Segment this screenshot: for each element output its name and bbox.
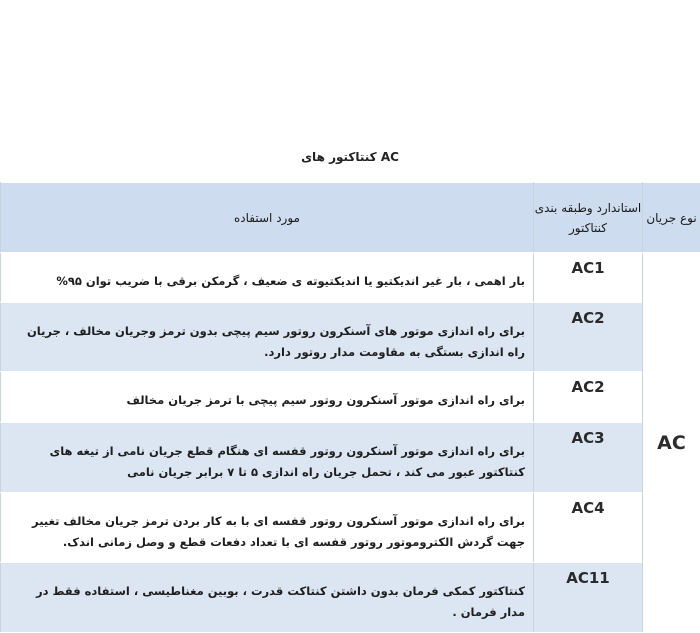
usage-text: بار اهمی ، بار غیر اندیکتیو یا اندیکتیوته ی ضعیف ، گرمکن برقی با ضریب توان ۹۵% bbox=[1, 253, 534, 303]
header-standard-class: استاندارد وطبقه بندی کنتاکتور bbox=[534, 183, 643, 253]
usage-text: برای راه اندازی موتور های آسنکرون روتور سیم پیچی بدون ترمز وجریان مخالف ، جریان راه اندازی بستگی به مقاومت مدار روتور دارد. bbox=[1, 303, 534, 372]
class-code: AC2 bbox=[534, 303, 643, 372]
table-row bbox=[1, 493, 700, 563]
class-code: AC3 bbox=[534, 423, 643, 493]
table-row bbox=[1, 563, 700, 633]
header-current-type: نوع جریان bbox=[643, 183, 700, 253]
class-code: AC1 bbox=[534, 253, 643, 303]
header-usage: مورد استفاده bbox=[1, 183, 534, 253]
table-caption: کنتاکتور های AC bbox=[0, 150, 700, 164]
usage-text: برای راه اندازی موتور آسنکرون روتور قفسه ای با به کار بردن ترمز جریان مخالف تغییر جهت گردش الکتروموتور روتور قفسه ای با تعداد دفعات قطع و وصل زمانی اندک. bbox=[1, 493, 534, 563]
contactor-table bbox=[0, 182, 700, 633]
class-code: AC4 bbox=[534, 493, 643, 563]
usage-text: کنتاکتور کمکی فرمان بدون داشتن کنتاکت قدرت ، بوبین مغناطیسی ، استفاده فقط در مدار فرمان . bbox=[1, 563, 534, 633]
table-row bbox=[1, 372, 700, 423]
class-code: AC2 bbox=[534, 372, 643, 423]
class-code: AC11 bbox=[534, 563, 643, 633]
table-row bbox=[1, 423, 700, 493]
current-type-cell bbox=[643, 253, 700, 633]
table-row bbox=[1, 253, 700, 303]
table-row bbox=[1, 303, 700, 372]
table-header-row bbox=[1, 183, 700, 253]
usage-text: برای راه اندازی موتور آسنکرون روتور سیم پیچی با ترمز جریان مخالف bbox=[1, 372, 534, 423]
usage-text: برای راه اندازی موتور آسنکرون روتور قفسه ای هنگام قطع جریان نامی از تیغه های کنتاکتور عبور می کند ، تحمل جریان راه اندازی ۵ تا ۷ برابر جریان نامی bbox=[1, 423, 534, 493]
current-type-value: AC bbox=[657, 432, 686, 454]
